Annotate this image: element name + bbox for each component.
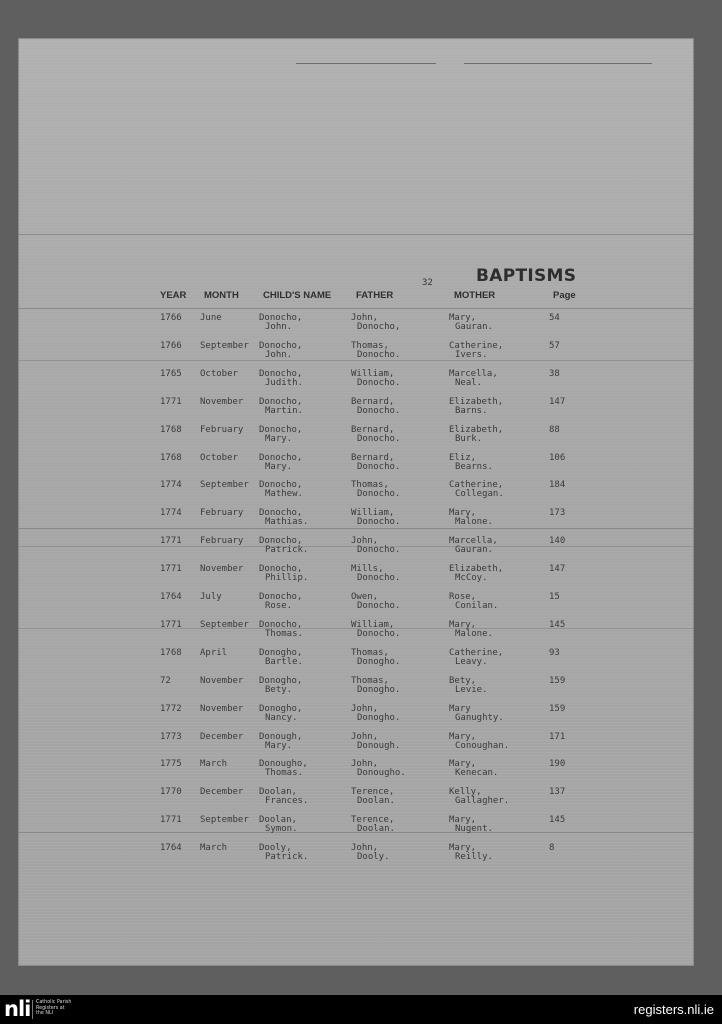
entry-mother-surname: Gauran. (455, 545, 493, 556)
entry-page: 137 (549, 787, 566, 798)
entry-month: September (200, 480, 249, 491)
entry-child-name: Bartle. (265, 656, 303, 667)
entry-father-surname: Donocho. (357, 573, 401, 584)
register-title: BAPTISMS (476, 266, 577, 286)
entry-father-surname: Donocho. (357, 377, 401, 388)
entry-mother-surname: Bearns. (455, 461, 493, 472)
entry-child-surname: Donogho, (259, 647, 303, 658)
scan-line (18, 234, 694, 235)
entry-page: 184 (549, 480, 566, 491)
entry-page: 145 (549, 619, 566, 630)
entry-page: 190 (549, 759, 566, 770)
entry-page: 145 (549, 815, 566, 826)
table-row (18, 816, 694, 842)
logo-caption-line: Registers at (36, 1005, 65, 1011)
entry-mother-surname: Ivers. (455, 349, 488, 360)
entry-mother-surname: McCoy. (455, 573, 488, 584)
entry-mother-surname: Reilly. (455, 852, 493, 863)
header-month: MONTH (204, 290, 239, 301)
entry-month: February (200, 424, 244, 435)
entry-child-surname: Doolan, (259, 815, 297, 826)
entry-mother-surname: Kenecan. (455, 768, 499, 779)
nli-logo[interactable]: nli (4, 997, 31, 1021)
header-mother: MOTHER (454, 290, 496, 301)
entry-mother-surname: Malone. (455, 628, 493, 639)
entry-father-surname: Donocho. (357, 349, 401, 360)
entry-mother-name: Mary (449, 703, 471, 714)
entry-month: October (200, 368, 238, 379)
entry-mother-name: Catherine, (449, 647, 504, 658)
entry-child-name: Mary. (265, 461, 293, 472)
entry-month: October (200, 452, 238, 463)
entry-year: 1768 (160, 647, 182, 658)
entry-father-surname: Donocho. (357, 405, 401, 416)
entry-father-surname: Donocho. (357, 545, 401, 556)
entry-month: June (200, 313, 222, 323)
entry-father-name: John, (351, 703, 379, 714)
entry-year: 1771 (160, 619, 182, 630)
entry-mother-surname: Neal. (455, 377, 483, 388)
entry-child-name: Phillip. (265, 573, 309, 584)
entry-child-surname: Dooly, (259, 843, 292, 854)
entry-child-surname: Donocho, (259, 424, 303, 435)
entry-month: December (200, 787, 244, 798)
entry-father-name: John, (351, 313, 379, 323)
entry-mother-name: Elizabeth, (449, 564, 504, 575)
entry-mother-surname: Collegan. (455, 489, 504, 500)
entry-month: September (200, 340, 249, 351)
entry-child-surname: Donocho, (259, 536, 303, 547)
entry-mother-name: Rose, (449, 592, 477, 602)
entry-child-name: Mathias. (265, 517, 309, 528)
header-father: FATHER (356, 290, 394, 301)
entry-mother-name: Mary, (449, 815, 477, 826)
entry-mother-name: Mary, (449, 508, 477, 519)
entry-page: 147 (549, 396, 566, 407)
entry-father-surname: Donocho. (357, 601, 401, 611)
entry-child-name: Mathew. (265, 489, 303, 500)
entry-mother-name: Catherine, (449, 480, 504, 491)
entry-month: March (200, 843, 228, 854)
entry-mother-name: Mary, (449, 843, 477, 854)
entry-mother-name: Kelly, (449, 787, 482, 798)
entry-mother-name: Marcella, (449, 536, 498, 547)
header-year: YEAR (160, 290, 187, 301)
entry-page: 15 (549, 592, 560, 602)
entry-child-surname: Donocho, (259, 452, 303, 463)
entry-child-surname: Donogho, (259, 675, 303, 686)
table-row (18, 844, 694, 870)
entry-father-name: John, (351, 536, 379, 547)
entry-mother-name: Elizabeth, (449, 424, 504, 435)
logo-caption-line: the NLI (36, 1011, 54, 1017)
entry-child-surname: Doolan, (259, 787, 297, 798)
entry-father-surname: Donocho, (357, 322, 401, 332)
entry-mother-surname: Gallagher. (455, 796, 510, 807)
table-row (18, 593, 694, 619)
entry-child-surname: Donocho, (259, 564, 303, 575)
entry-child-surname: Donocho, (259, 313, 303, 323)
entry-month: November (200, 675, 244, 686)
entry-father-surname: Donogho. (357, 712, 401, 723)
entry-year: 1771 (160, 396, 182, 407)
entry-child-surname: Donocho, (259, 480, 303, 491)
entry-father-name: Mills, (351, 564, 384, 575)
entry-father-surname: Donougho. (357, 768, 406, 779)
entry-child-surname: Donough, (259, 731, 303, 742)
entry-mother-name: Marcella, (449, 368, 498, 379)
entry-month: September (200, 619, 249, 630)
entry-father-surname: Doolan. (357, 796, 395, 807)
site-link[interactable]: registers.nli.ie (633, 1002, 714, 1017)
table-row (18, 733, 694, 759)
entry-father-name: Bernard, (351, 396, 395, 407)
entry-mother-name: Eliz, (449, 452, 477, 463)
entry-mother-surname: Malone. (455, 517, 493, 528)
entry-mother-surname: Leavy. (455, 656, 488, 667)
entry-month: April (200, 647, 228, 658)
entry-father-name: Bernard, (351, 424, 395, 435)
entry-month: March (200, 759, 228, 770)
table-row (18, 649, 694, 675)
scan-rule (296, 63, 436, 64)
entry-child-name: Patrick. (265, 852, 309, 863)
entry-child-name: Rose. (265, 601, 293, 611)
entry-child-name: John. (265, 322, 293, 332)
entry-page: 147 (549, 564, 566, 575)
entry-father-name: John, (351, 759, 379, 770)
entry-year: 1771 (160, 564, 182, 575)
entry-child-name: Judith. (265, 377, 303, 388)
table-row (18, 537, 694, 563)
page-number: 32 (422, 278, 433, 288)
entry-father-surname: Donocho. (357, 517, 401, 528)
entry-year: 1773 (160, 731, 182, 742)
entry-year: 1764 (160, 843, 182, 854)
entry-mother-name: Elizabeth, (449, 396, 504, 407)
logo-caption (36, 1000, 96, 1017)
entry-mother-surname: Nugent. (455, 824, 493, 835)
entry-mother-surname: Barns. (455, 405, 488, 416)
entry-year: 1775 (160, 759, 182, 770)
entry-child-name: Martin. (265, 405, 303, 416)
entry-page: 159 (549, 675, 566, 686)
entry-father-name: Terence, (351, 787, 395, 798)
table-row (18, 314, 694, 340)
entry-mother-surname: Conoughan. (455, 740, 510, 751)
table-row (18, 677, 694, 703)
entry-year: 1771 (160, 815, 182, 826)
entry-child-surname: Donogho, (259, 703, 303, 714)
entry-father-surname: Dooly. (357, 852, 390, 863)
entry-mother-surname: Conilan. (455, 601, 499, 611)
entry-page: 106 (549, 452, 566, 463)
entry-child-surname: Donocho, (259, 592, 303, 602)
entry-month: November (200, 564, 244, 575)
entry-page: 159 (549, 703, 566, 714)
entry-year: 1774 (160, 508, 182, 519)
entry-mother-name: Bety, (449, 675, 477, 686)
entry-child-name: Nancy. (265, 712, 298, 723)
table-row (18, 370, 694, 396)
table-row (18, 621, 694, 647)
entry-year: 1766 (160, 340, 182, 351)
table-row (18, 481, 694, 507)
column-headers (18, 290, 694, 304)
entry-page: 38 (549, 368, 560, 379)
table-row (18, 760, 694, 786)
entry-father-surname: Donocho. (357, 433, 401, 444)
entry-father-surname: Donogho. (357, 684, 401, 695)
entry-mother-surname: Burk. (455, 433, 483, 444)
header-child-name: CHILD'S NAME (263, 290, 332, 301)
table-row (18, 565, 694, 591)
entry-page: 8 (549, 843, 555, 854)
entry-year: 1774 (160, 480, 182, 491)
entry-father-name: John, (351, 843, 379, 854)
entry-page: 54 (549, 313, 560, 323)
entry-mother-name: Mary, (449, 313, 477, 323)
entry-father-name: Thomas, (351, 675, 389, 686)
entry-mother-surname: Levie. (455, 684, 488, 695)
entry-year: 1771 (160, 536, 182, 547)
entry-year: 1765 (160, 368, 182, 379)
entry-page: 171 (549, 731, 566, 742)
entry-page: 57 (549, 340, 560, 351)
entry-child-name: Mary. (265, 433, 293, 444)
entry-month: February (200, 536, 244, 547)
entry-father-name: Terence, (351, 815, 395, 826)
entry-child-name: Mary. (265, 740, 293, 751)
entry-father-name: William, (351, 619, 395, 630)
entry-year: 1772 (160, 703, 182, 714)
entry-year: 1766 (160, 313, 182, 323)
entry-father-name: Bernard, (351, 452, 395, 463)
entry-father-name: Thomas, (351, 647, 389, 658)
entry-child-name: Symon. (265, 824, 298, 835)
entry-mother-name: Mary, (449, 759, 477, 770)
entry-mother-surname: Ganughty. (455, 712, 504, 723)
entry-month: November (200, 396, 244, 407)
entry-child-name: Thomas. (265, 628, 303, 639)
entry-child-surname: Donocho, (259, 508, 303, 519)
entry-page: 93 (549, 647, 560, 658)
entry-mother-name: Catherine, (449, 340, 504, 351)
entry-child-name: Patrick. (265, 545, 309, 556)
table-row (18, 705, 694, 731)
entry-father-surname: Doolan. (357, 824, 395, 835)
entry-child-name: Frances. (265, 796, 309, 807)
entry-father-name: Owen, (351, 592, 379, 602)
entry-father-surname: Donocho. (357, 461, 401, 472)
entry-year: 72 (160, 675, 171, 686)
table-row (18, 509, 694, 535)
entry-year: 1770 (160, 787, 182, 798)
entry-father-surname: Donogho. (357, 656, 401, 667)
entry-father-name: William, (351, 368, 395, 379)
entry-child-name: Thomas. (265, 768, 303, 779)
logo-divider (32, 1000, 33, 1019)
entry-child-name: John. (265, 349, 293, 360)
entry-month: November (200, 703, 244, 714)
entry-month: July (200, 592, 222, 602)
entry-page: 140 (549, 536, 566, 547)
entry-father-name: John, (351, 731, 379, 742)
entry-father-name: Thomas, (351, 480, 389, 491)
entry-month: December (200, 731, 244, 742)
table-row (18, 454, 694, 480)
entry-father-surname: Donocho. (357, 628, 401, 639)
entry-page: 173 (549, 508, 566, 519)
entry-father-surname: Donocho. (357, 489, 401, 500)
table-row (18, 788, 694, 814)
entry-year: 1768 (160, 424, 182, 435)
table-row (18, 342, 694, 368)
entry-child-surname: Donocho, (259, 396, 303, 407)
entry-child-surname: Donocho, (259, 340, 303, 351)
entry-child-surname: Donocho, (259, 619, 303, 630)
entry-mother-name: Mary, (449, 731, 477, 742)
entry-child-surname: Donougho, (259, 759, 308, 770)
footer-bar (0, 995, 722, 1024)
entry-father-surname: Donough. (357, 740, 401, 751)
entry-mother-name: Mary, (449, 619, 477, 630)
entry-child-surname: Donocho, (259, 368, 303, 379)
entry-year: 1768 (160, 452, 182, 463)
entry-mother-surname: Gauran. (455, 322, 493, 332)
entry-father-name: William, (351, 508, 395, 519)
entry-father-name: Thomas, (351, 340, 389, 351)
table-row (18, 398, 694, 424)
entry-year: 1764 (160, 592, 182, 602)
logo-caption-line: Catholic Parish (36, 1000, 72, 1005)
entry-month: September (200, 815, 249, 826)
entry-month: February (200, 508, 244, 519)
header-page: Page (553, 290, 576, 301)
scan-rule (464, 63, 652, 64)
entry-page: 88 (549, 424, 560, 435)
entry-child-name: Bety. (265, 684, 293, 695)
scan-line (18, 308, 694, 309)
table-row (18, 426, 694, 452)
register-page-scan (18, 38, 694, 966)
